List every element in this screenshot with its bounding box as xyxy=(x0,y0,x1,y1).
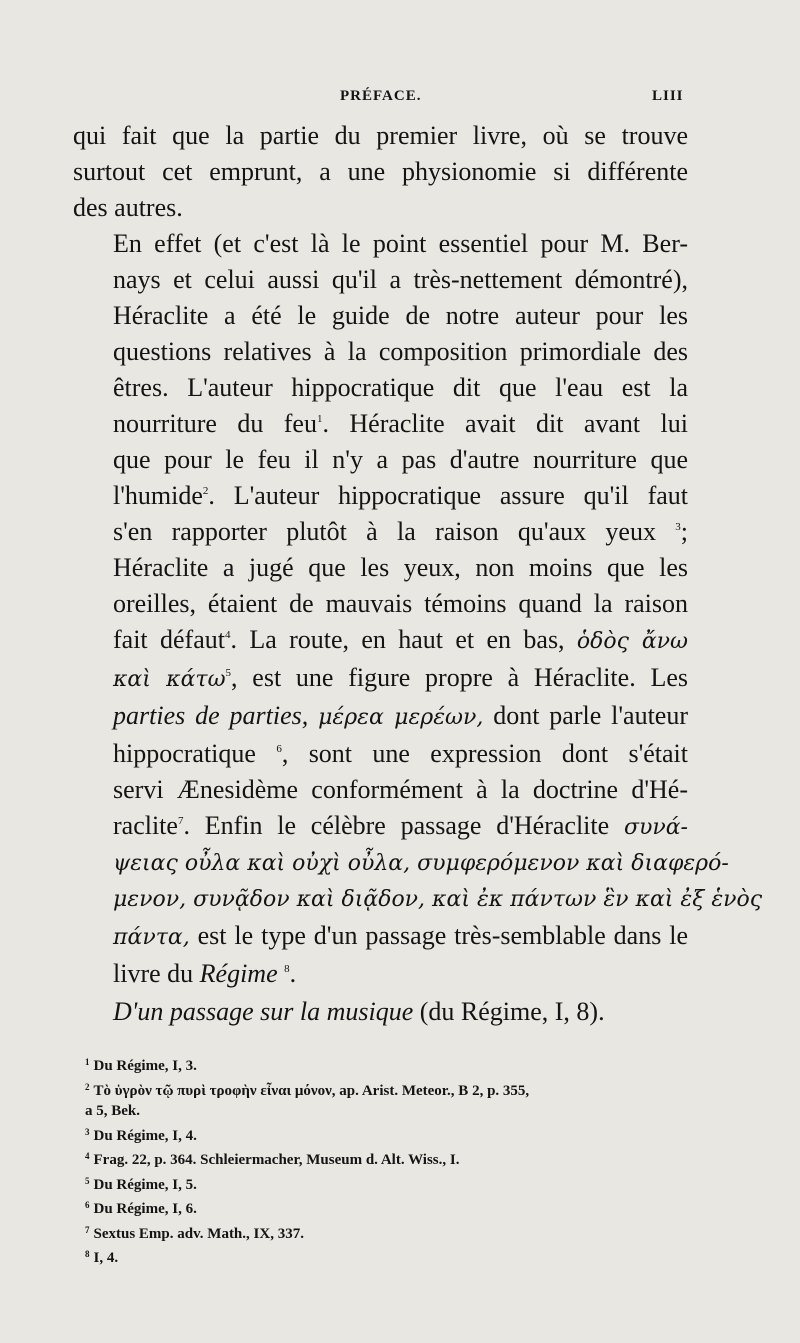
greek-phrase: καὶ κάτω xyxy=(113,667,226,692)
footnote-text: Sextus Emp. adv. Math., IX, 337. xyxy=(93,1225,304,1242)
text-line xyxy=(73,406,688,442)
paragraph-3 xyxy=(73,994,688,1030)
footnote-ref: 7 xyxy=(177,815,184,827)
footnote-ref: 1 xyxy=(316,413,323,425)
footnote-ref: 5 xyxy=(225,667,232,679)
footnote-text: Frag. 22, p. 364. Schleiermacher, Museum d. Alt. Wiss., I. xyxy=(93,1152,460,1168)
text-line: Héraclite a été le guide de notre auteur pour les xyxy=(113,301,688,330)
footnote-number: 4 xyxy=(85,1151,90,1161)
footnote-number: 7 xyxy=(85,1224,90,1235)
greek-phrase: πάντα, xyxy=(113,925,190,950)
text-line xyxy=(73,698,688,736)
footnote-text: Du Régime, I, 5. xyxy=(93,1176,197,1193)
text-line xyxy=(73,660,688,698)
footnote-text: Du Régime, I, 6. xyxy=(93,1201,197,1217)
text-segment: nourriture du feu xyxy=(113,409,317,438)
page-number: LIII xyxy=(652,88,684,104)
footnote xyxy=(85,1052,690,1077)
text-line xyxy=(73,956,688,992)
greek-phrase: ὁδὸς ἄνω xyxy=(576,629,688,654)
text-segment: . La route, en haut et en bas, xyxy=(230,625,565,654)
text-segment: est le type d'un passage très-semblable dans le xyxy=(197,921,689,950)
footnote xyxy=(85,1195,690,1220)
text-line xyxy=(73,808,688,846)
paragraph-2 xyxy=(73,226,763,992)
text-segment: , est une figure propre à Héraclite. Les xyxy=(231,663,688,692)
text-segment: s'en rapporter plutôt à la raison qu'aux yeux xyxy=(113,517,656,546)
footnote xyxy=(85,1171,690,1196)
text-segment: , sont une expression dont s'était xyxy=(281,739,689,768)
greek-phrase: συνά- xyxy=(623,815,688,840)
text-line xyxy=(73,918,688,956)
text-segment: hippocratique xyxy=(113,739,256,768)
footnote-text: Du Régime, I, 3. xyxy=(93,1058,197,1074)
footnote-ref: 2 xyxy=(202,485,209,497)
text-segment: (du Régime, I, 8). xyxy=(419,997,605,1026)
text-line: êtres. L'auteur hippocratique dit que l'eau est la xyxy=(113,373,688,402)
text-segment: l'humide xyxy=(113,481,203,510)
footnote-continuation xyxy=(85,1101,690,1122)
text-line xyxy=(73,994,688,1030)
italic-phrase: parties de parties, xyxy=(113,701,309,730)
footnote-number: 8 xyxy=(85,1249,90,1259)
footnote-number: 5 xyxy=(85,1175,90,1186)
text-line: nays et celui aussi qu'il a très-nettement démontré), xyxy=(113,265,688,294)
footnotes xyxy=(85,1052,690,1269)
text-segment: livre du xyxy=(113,959,194,988)
running-title: PRÉFACE. xyxy=(340,88,422,104)
footnote-text: I, 4. xyxy=(93,1250,119,1266)
text-line xyxy=(73,514,688,550)
footnote xyxy=(85,1220,690,1245)
footnote-ref: 4 xyxy=(224,629,231,641)
footnote-text: a 5, Bek. xyxy=(85,1103,141,1119)
text-line: qui fait que la partie du premier livre, où se trouve xyxy=(73,121,688,150)
footnote xyxy=(85,1146,690,1171)
text-line xyxy=(73,478,688,514)
text-line: servi Ænesidème conformément à la doctrine d'Hé- xyxy=(113,775,688,804)
italic-phrase: Régime xyxy=(199,959,278,988)
text-segment: . Héraclite avait dit avant lui xyxy=(322,409,688,438)
text-segment: . L'auteur hippocratique assure qu'il faut xyxy=(208,481,688,510)
footnote-ref: 6 xyxy=(276,743,282,755)
paragraph-1 xyxy=(73,118,688,226)
text-segment: . xyxy=(289,959,297,988)
text-line xyxy=(73,622,688,660)
footnote xyxy=(85,1244,690,1269)
footnote-number: 1 xyxy=(85,1057,90,1067)
text-segment: ; xyxy=(680,517,688,546)
text-line: oreilles, étaient de mauvais témoins quand la raison xyxy=(113,589,688,618)
greek-line: μενον, συνᾷδον καὶ διᾷδον, καὶ ἐκ πάντων ἓν καὶ ἐξ ἑνὸς xyxy=(113,887,763,912)
text-line: En effet (et c'est là le point essentiel pour M. Ber- xyxy=(113,229,688,258)
footnote xyxy=(85,1077,690,1102)
greek-phrase: μέρεα μερέων, xyxy=(318,705,484,730)
greek-line: ψειας οὖλα καὶ οὐχὶ οὖλα, συμφερόμενον καὶ διαφερό- xyxy=(113,851,729,876)
text-segment: raclite xyxy=(113,811,178,840)
footnote-text: Τὸ ὑγρὸν τῷ πυρὶ τροφὴν εἶναι μόνον, ap. Arist. Meteor., B 2, p. 355, xyxy=(93,1082,530,1099)
footnote-number: 6 xyxy=(85,1200,90,1210)
text-line xyxy=(73,736,688,772)
footnote-number: 3 xyxy=(85,1126,90,1137)
text-line: surtout cet emprunt, a une physionomie si différente xyxy=(73,157,688,186)
footnote-text: Du Régime, I, 4. xyxy=(93,1127,197,1144)
text-line: des autres. xyxy=(73,193,183,222)
text-segment: . Enfin le célèbre passage d'Héraclite xyxy=(183,811,610,840)
text-line: que pour le feu il n'y a pas d'autre nourriture que xyxy=(113,445,688,474)
footnote-ref: 8 xyxy=(284,963,290,975)
text-line: Héraclite a jugé que les yeux, non moins que les xyxy=(113,553,688,582)
footnote xyxy=(85,1122,690,1147)
page-header xyxy=(0,88,800,108)
text-line: questions relatives à la composition primordiale des xyxy=(113,337,688,366)
footnote-number: 2 xyxy=(85,1081,90,1092)
main-text xyxy=(73,118,763,1030)
section-heading: D'un passage sur la musique xyxy=(113,997,414,1026)
text-segment: dont parle l'auteur xyxy=(493,701,688,730)
footnote-ref: 3 xyxy=(675,521,681,533)
text-segment: fait défaut xyxy=(113,625,225,654)
